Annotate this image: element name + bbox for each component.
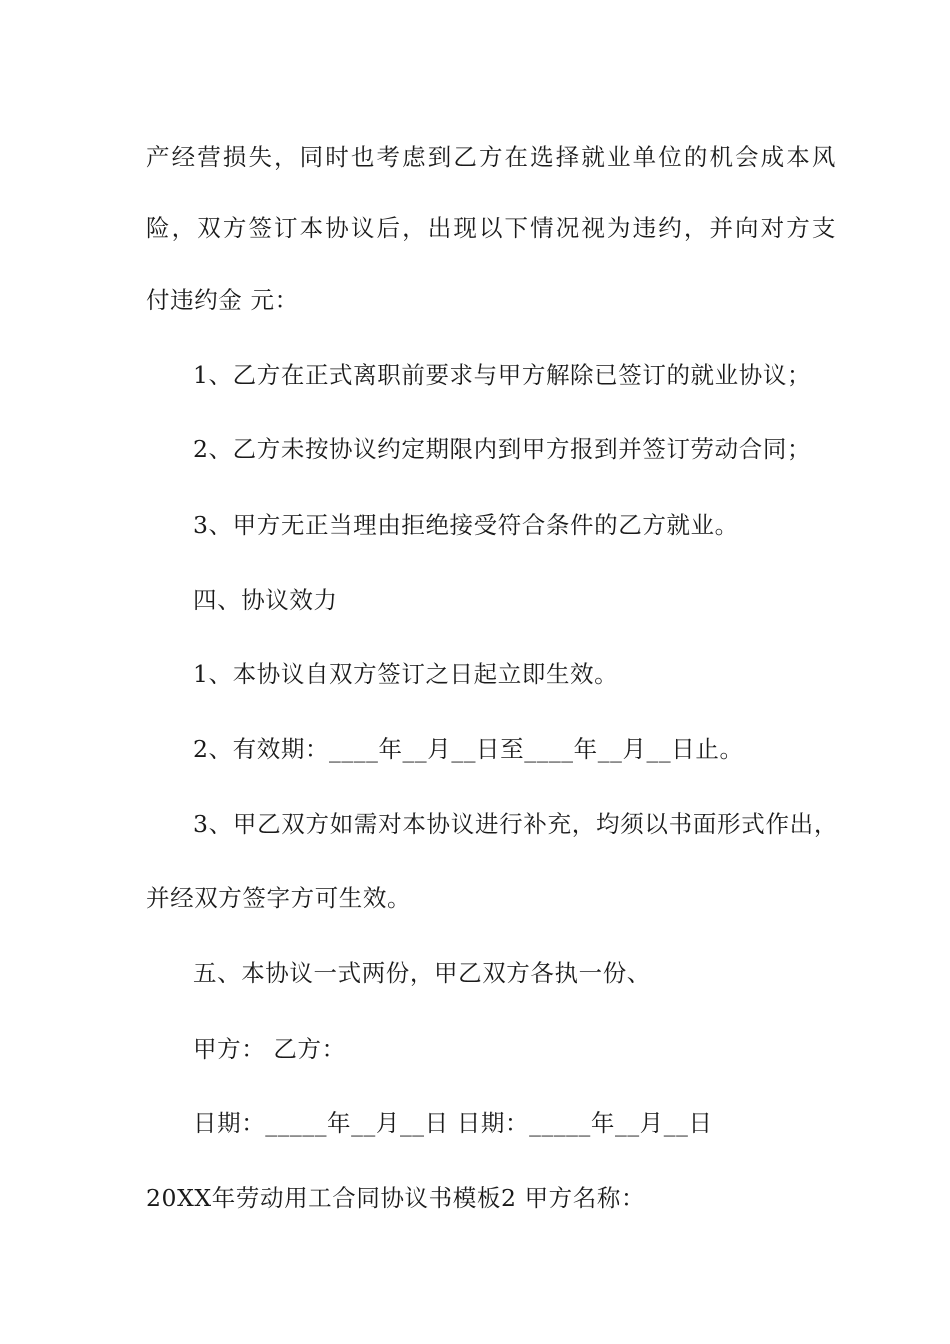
list-item: 2、有效期：____年__月__日至____年__月__日止。 bbox=[193, 735, 744, 763]
paragraph-line: 并经双方签字方可生效。 bbox=[146, 884, 412, 912]
list-item: 3、甲方无正当理由拒绝接受符合条件的乙方就业。 bbox=[193, 511, 739, 539]
list-item: 1、乙方在正式离职前要求与甲方解除已签订的就业协议； bbox=[193, 361, 812, 389]
list-item: 3、甲乙双方如需对本协议进行补充，均须以书面形式作出， bbox=[193, 810, 838, 838]
paragraph-line: 产经营损失，同时也考虑到乙方在选择就业单位的机会成本风 bbox=[146, 143, 836, 171]
section-heading: 四、协议效力 bbox=[193, 586, 338, 614]
list-item: 1、本协议自双方签订之日起立即生效。 bbox=[193, 660, 619, 688]
paragraph-line: 付违约金 元： bbox=[146, 286, 299, 314]
signature-line: 甲方： 乙方： bbox=[193, 1035, 346, 1063]
document-title: 20XX年劳动用工合同协议书模板2 甲方名称： bbox=[146, 1184, 646, 1212]
paragraph-line: 险，双方签订本协议后，出现以下情况视为违约，并向对方支 bbox=[146, 214, 836, 242]
section-heading: 五、本协议一式两份，甲乙双方各执一份、 bbox=[193, 959, 651, 987]
date-line: 日期：_____年__月__日 日期：_____年__月__日 bbox=[193, 1109, 713, 1137]
list-item: 2、乙方未按协议约定期限内到甲方报到并签订劳动合同； bbox=[193, 435, 812, 463]
